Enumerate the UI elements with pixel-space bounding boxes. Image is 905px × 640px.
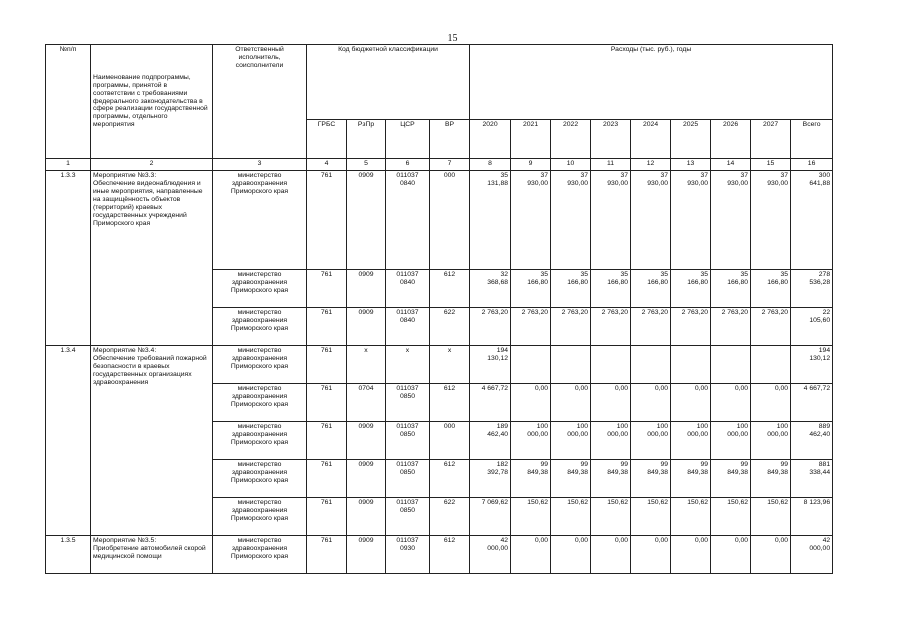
- cost-value: 150,62: [551, 498, 591, 536]
- header-year-col: 2025: [671, 120, 711, 159]
- header-num: №п/п: [46, 45, 91, 159]
- code-vr: 612: [430, 270, 470, 308]
- cost-value: 37 930,00: [551, 171, 591, 270]
- table-row: [46, 171, 833, 270]
- cost-value: 194 130,12: [470, 346, 511, 384]
- cost-value: 150,62: [711, 498, 751, 536]
- header-year-col: 2027: [751, 120, 791, 159]
- executor: министерство здравоохранения Приморского края: [213, 536, 307, 574]
- executor: министерство здравоохранения Приморского края: [213, 270, 307, 308]
- code-rzpr: 0909: [347, 270, 386, 308]
- cost-value: 100 000,00: [631, 422, 671, 460]
- code-grbs: 761: [307, 460, 347, 498]
- header-code-col: РзПр: [347, 120, 386, 159]
- cost-value: 0,00: [751, 384, 791, 422]
- cost-value: 99 849,38: [591, 460, 631, 498]
- column-index: 13: [671, 159, 711, 171]
- cost-value: 4 667,72: [470, 384, 511, 422]
- header-year-col: 2022: [551, 120, 591, 159]
- cost-value: 32 368,68: [470, 270, 511, 308]
- cost-value: 2 763,20: [591, 308, 631, 346]
- code-grbs: 761: [307, 536, 347, 574]
- column-index: 15: [751, 159, 791, 171]
- measure-number: 1.3.4: [46, 346, 91, 536]
- code-vr: 612: [430, 460, 470, 498]
- cost-value: 0,00: [631, 536, 671, 574]
- cost-value: [711, 346, 751, 384]
- executor: министерство здравоохранения Приморского края: [213, 422, 307, 460]
- header-budget-codes: Код бюджетной классификации: [307, 45, 470, 120]
- cost-value: 150,62: [751, 498, 791, 536]
- executor: министерство здравоохранения Приморского края: [213, 171, 307, 270]
- cost-value: [671, 346, 711, 384]
- cost-value: 278 536,28: [791, 270, 833, 308]
- cost-value: 8 123,96: [791, 498, 833, 536]
- cost-value: 0,00: [551, 384, 591, 422]
- cost-value: 2 763,20: [470, 308, 511, 346]
- code-vr: 000: [430, 422, 470, 460]
- header-executor: Ответственный исполнитель, соисполнители: [213, 45, 307, 159]
- code-grbs: 761: [307, 346, 347, 384]
- measure-name: Мероприятие №3.3: Обеспечение видеонаблюдения и иные мероприятия, направленные на защищённость объектов (территорий) краевых государственных учреждений Приморского края: [91, 171, 213, 346]
- header-name: Наименование подпрограммы, программы, принятой в соответствии с требованиями федерального законодательства в сфере реализации государственной программы, отдельного мероприятия: [91, 45, 213, 159]
- header-year-col: 2021: [511, 120, 551, 159]
- cost-value: 194 130,12: [791, 346, 833, 384]
- cost-value: 99 849,38: [631, 460, 671, 498]
- cost-value: 0,00: [511, 536, 551, 574]
- cost-value: 0,00: [711, 384, 751, 422]
- code-grbs: 761: [307, 308, 347, 346]
- column-index: 16: [791, 159, 833, 171]
- column-index: 3: [213, 159, 307, 171]
- cost-value: 0,00: [671, 384, 711, 422]
- column-index: 7: [430, 159, 470, 171]
- column-index: 6: [386, 159, 430, 171]
- column-index: 10: [551, 159, 591, 171]
- cost-value: 99 849,38: [751, 460, 791, 498]
- column-index: 5: [347, 159, 386, 171]
- code-vr: x: [430, 346, 470, 384]
- code-csr: 011037 0850: [386, 498, 430, 536]
- code-csr: 011037 0850: [386, 422, 430, 460]
- cost-value: 22 105,60: [791, 308, 833, 346]
- header-year-col: 2020: [470, 120, 511, 159]
- cost-value: 99 849,38: [551, 460, 591, 498]
- cost-value: 7 069,62: [470, 498, 511, 536]
- code-vr: 612: [430, 536, 470, 574]
- cost-value: 100 000,00: [511, 422, 551, 460]
- measure-name: Мероприятие №3.5: Приобретение автомобилей скорой медицинской помощи: [91, 536, 213, 574]
- cost-value: 881 338,44: [791, 460, 833, 498]
- cost-value: 99 849,38: [711, 460, 751, 498]
- header-code-col: ГРБС: [307, 120, 347, 159]
- code-csr: 011037 0850: [386, 460, 430, 498]
- header-code-col: ЦСР: [386, 120, 430, 159]
- cost-value: 100 000,00: [751, 422, 791, 460]
- cost-value: 100 000,00: [551, 422, 591, 460]
- cost-value: 182 392,78: [470, 460, 511, 498]
- executor: министерство здравоохранения Приморского края: [213, 384, 307, 422]
- code-rzpr: 0909: [347, 308, 386, 346]
- cost-value: 37 930,00: [631, 171, 671, 270]
- cost-value: 0,00: [591, 536, 631, 574]
- cost-value: 100 000,00: [591, 422, 631, 460]
- code-rzpr: 0909: [347, 498, 386, 536]
- code-csr: 011037 0850: [386, 384, 430, 422]
- table-row: [46, 536, 833, 574]
- cost-value: 100 000,00: [711, 422, 751, 460]
- cost-value: 35 166,80: [631, 270, 671, 308]
- code-vr: 000: [430, 171, 470, 270]
- cost-value: 0,00: [711, 536, 751, 574]
- cost-value: 189 462,40: [470, 422, 511, 460]
- header-year-col: 2023: [591, 120, 631, 159]
- cost-value: 99 849,38: [511, 460, 551, 498]
- header-year-col: 2026: [711, 120, 751, 159]
- cost-value: 2 763,20: [711, 308, 751, 346]
- cost-value: [551, 346, 591, 384]
- cost-value: 35 166,80: [551, 270, 591, 308]
- cost-value: 35 131,88: [470, 171, 511, 270]
- code-rzpr: 0909: [347, 536, 386, 574]
- cost-value: [751, 346, 791, 384]
- cost-value: 100 000,00: [671, 422, 711, 460]
- measure-name: Мероприятие №3.4: Обеспечение требований пожарной безопасности в краевых государственных организациях здравоохранения: [91, 346, 213, 536]
- cost-value: 150,62: [591, 498, 631, 536]
- cost-value: 35 166,80: [591, 270, 631, 308]
- measure-number: 1.3.5: [46, 536, 91, 574]
- cost-value: 0,00: [591, 384, 631, 422]
- cost-value: 0,00: [751, 536, 791, 574]
- code-csr: 011037 0930: [386, 536, 430, 574]
- cost-value: 35 166,80: [671, 270, 711, 308]
- column-index: 1: [46, 159, 91, 171]
- code-csr: x: [386, 346, 430, 384]
- cost-value: 37 930,00: [671, 171, 711, 270]
- cost-value: 889 462,40: [791, 422, 833, 460]
- cost-value: [591, 346, 631, 384]
- code-grbs: 761: [307, 384, 347, 422]
- cost-value: 37 930,00: [511, 171, 551, 270]
- measure-number: 1.3.3: [46, 171, 91, 346]
- executor: министерство здравоохранения Приморского края: [213, 498, 307, 536]
- cost-value: 2 763,20: [671, 308, 711, 346]
- cost-value: 37 930,00: [751, 171, 791, 270]
- cost-value: 2 763,20: [551, 308, 591, 346]
- header-costs: Расходы (тыс. руб.), годы: [470, 45, 833, 120]
- executor: министерство здравоохранения Приморского края: [213, 460, 307, 498]
- code-rzpr: 0909: [347, 422, 386, 460]
- column-index: 14: [711, 159, 751, 171]
- cost-value: 99 849,38: [671, 460, 711, 498]
- code-csr: 011037 0840: [386, 270, 430, 308]
- code-rzpr: x: [347, 346, 386, 384]
- code-grbs: 761: [307, 498, 347, 536]
- cost-value: 37 930,00: [711, 171, 751, 270]
- cost-value: 35 166,80: [751, 270, 791, 308]
- cost-value: 4 667,72: [791, 384, 833, 422]
- cost-value: 42 000,00: [791, 536, 833, 574]
- cost-value: [511, 346, 551, 384]
- header-code-col: ВР: [430, 120, 470, 159]
- cost-value: [631, 346, 671, 384]
- cost-value: 2 763,20: [751, 308, 791, 346]
- page-number: 15: [447, 33, 458, 44]
- code-rzpr: 0909: [347, 171, 386, 270]
- column-index: 8: [470, 159, 511, 171]
- code-vr: 622: [430, 498, 470, 536]
- cost-value: 2 763,20: [631, 308, 671, 346]
- cost-value: 150,62: [671, 498, 711, 536]
- column-index: 2: [91, 159, 213, 171]
- cost-value: 35 166,80: [711, 270, 751, 308]
- code-rzpr: 0704: [347, 384, 386, 422]
- column-index: 12: [631, 159, 671, 171]
- header-year-col: 2024: [631, 120, 671, 159]
- cost-value: 150,62: [631, 498, 671, 536]
- code-csr: 011037 0840: [386, 171, 430, 270]
- column-index: 9: [511, 159, 551, 171]
- executor: министерство здравоохранения Приморского края: [213, 308, 307, 346]
- code-grbs: 761: [307, 270, 347, 308]
- code-grbs: 761: [307, 422, 347, 460]
- cost-value: 37 930,00: [591, 171, 631, 270]
- cost-value: 300 641,88: [791, 171, 833, 270]
- cost-value: 150,62: [511, 498, 551, 536]
- cost-value: 0,00: [631, 384, 671, 422]
- cost-value: 0,00: [511, 384, 551, 422]
- budget-table: [45, 44, 833, 574]
- column-index: 4: [307, 159, 347, 171]
- column-index: 11: [591, 159, 631, 171]
- executor: министерство здравоохранения Приморского края: [213, 346, 307, 384]
- cost-value: 42 000,00: [470, 536, 511, 574]
- cost-value: 2 763,20: [511, 308, 551, 346]
- cost-value: 35 166,80: [511, 270, 551, 308]
- code-csr: 011037 0840: [386, 308, 430, 346]
- code-grbs: 761: [307, 171, 347, 270]
- code-vr: 622: [430, 308, 470, 346]
- code-vr: 612: [430, 384, 470, 422]
- table-row: [46, 346, 833, 384]
- cost-value: 0,00: [671, 536, 711, 574]
- code-rzpr: 0909: [347, 460, 386, 498]
- cost-value: 0,00: [551, 536, 591, 574]
- header-year-col: Всего: [791, 120, 833, 159]
